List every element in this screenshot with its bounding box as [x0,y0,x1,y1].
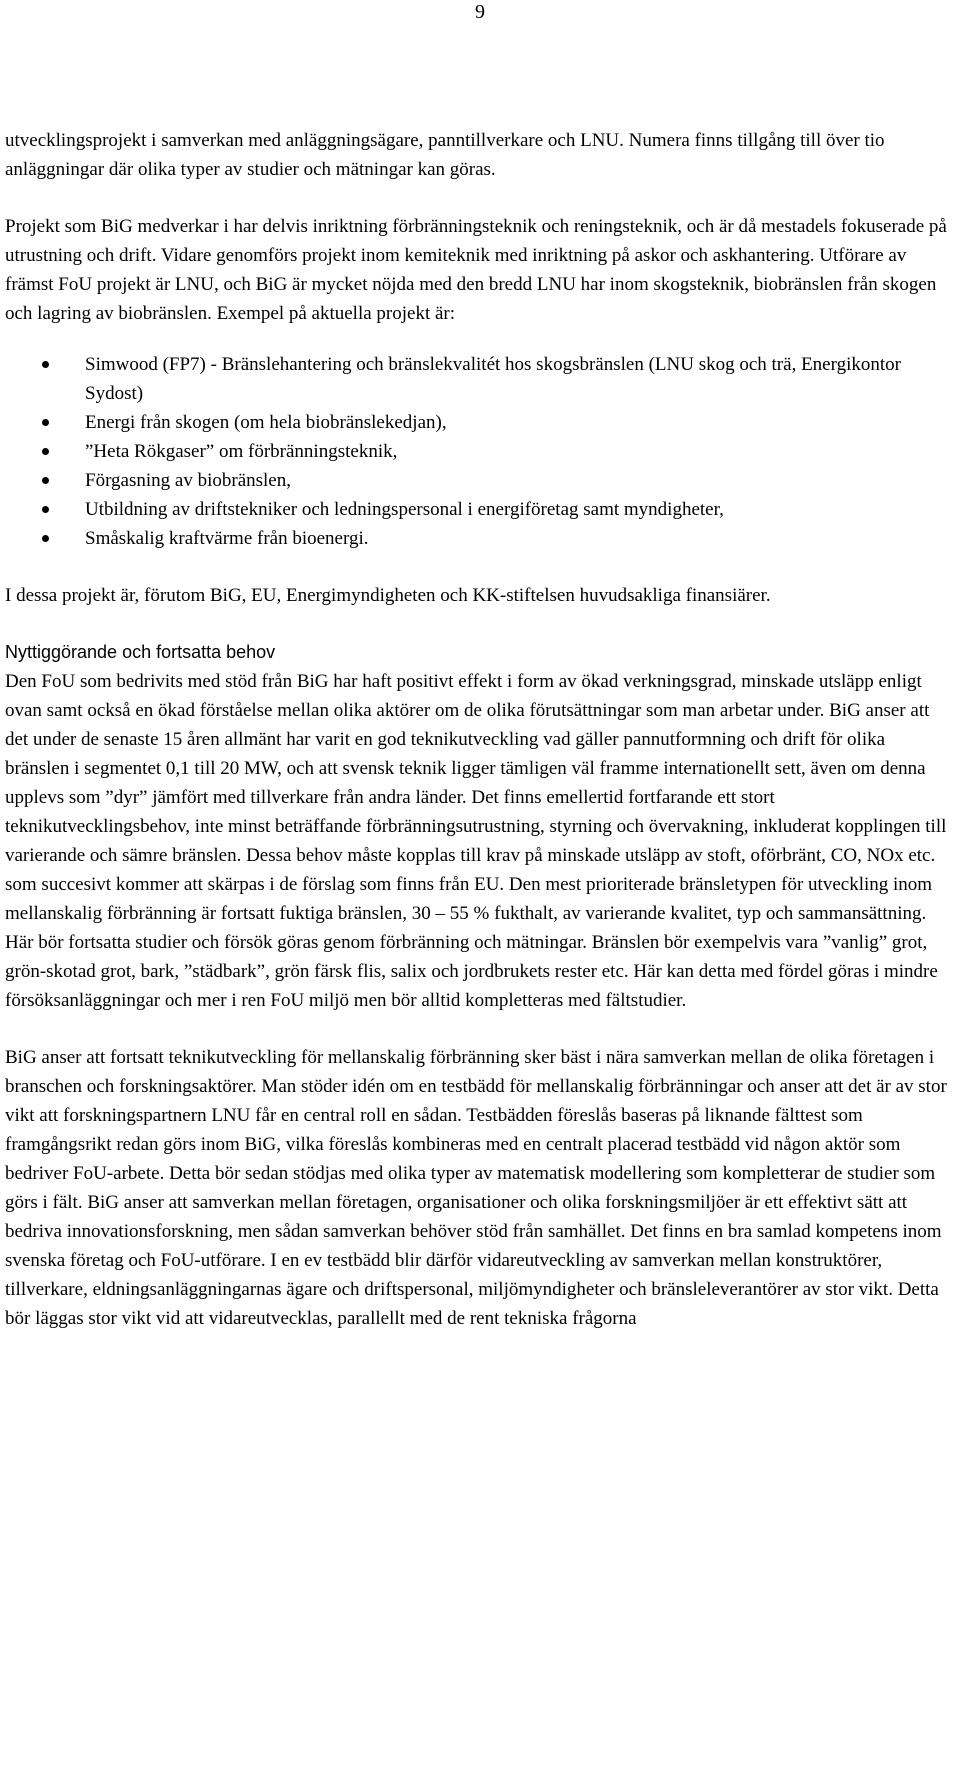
paragraph-intro: utvecklingsprojekt i samverkan med anläggningsägare, panntillverkare och LNU. Numera finns tillgång till över tio anläggningar där olika typer av studier och mätningar kan göras. [5,130,885,180]
list-item: Småskalig kraftvärme från bioenergi. [5,524,950,553]
list-item: Energi från skogen (om hela biobränslekedjan), [5,408,950,437]
project-list [5,350,950,553]
document-body [5,126,950,1361]
list-item: ”Heta Rökgaser” om förbränningsteknik, [5,437,950,466]
section-heading: Nyttiggörande och fortsatta behov [5,642,276,662]
paragraph-financing: I dessa projekt är, förutom BiG, EU, Energimyndigheten och KK-stiftelsen huvudsakliga finansiärer. [5,585,771,606]
paragraph-benefits: Den FoU som bedrivits med stöd från BiG har haft positivt effekt i form av ökad verkningsgrad, minskade utsläpp enligt ovan samt också en ökad förståelse mellan olika aktörer om de olika förutsättningar som man arbetar under. BiG anser att det under de senaste 15 åren allmänt har varit en god teknikutveckling vad gäller pannutformning och drift för olika bränslen i segmentet 0,1 till 20 MW, och att svensk teknik ligger tämligen väl framme internationellt sett, även om denna upplevs som ”dyr” jämfört med tillverkare från andra länder. Det finns emellertid fortfarande ett stort teknikutvecklingsbehov, inte minst beträffande förbränningsutrustning, styrning och övervakning, inkluderat kopplingen till varierande och sämre bränslen. Dessa behov måste kopplas till krav på minskade utsläpp av stoft, oförbränt, CO, NOx etc. som succesivt kommer att skärpas i de förslag som finns från EU. Den mest prioriterade bränsletypen för utveckling inom mellanskalig förbränning är fortsatt fuktiga bränslen, 30 – 55 % fukthalt, av varierande kvalitet, typ och sammansättning. Här bör fortsatta studier och försök göras genom förbränning och mätningar. Bränslen bör exempelvis vara ”vanlig” grot, grön-skotad grot, bark, ”städbark”, grön färsk flis, salix och jordbrukets rester etc. Här kan detta med fördel göras i mindre försöksanläggningar och mer i ren FoU miljö men bör alltid kompletteras med fältstudier. [5,671,947,1011]
list-item: Förgasning av biobränslen, [5,466,950,495]
paragraph-testbed: BiG anser att fortsatt teknikutveckling för mellanskalig förbränning sker bäst i nära samverkan mellan de olika företagen i branschen och forskningsaktörer. Man stöder idén om en testbädd för mellanskalig förbränningar och anser att det är av stor vikt att forskningspartnern LNU får en central roll en sådan. Testbädden föreslås baseras på liknande fälttest som framgångsrikt redan görs inom BiG, vilka föreslås kombineras med en centralt placerad testbädd vid någon aktör som bedriver FoU-arbete. Detta bör sedan stödjas med olika typer av matematisk modellering som kompletterar de studier som görs i fält. BiG anser att samverkan mellan företagen, organisationer och olika forskningsmiljöer är ett effektivt sätt att bedriva innovationsforskning, men sådan samverkan behöver stöd från samhället. Det finns en bra samlad kompetens inom svenska företag och FoU-utförare. I en ev testbädd blir därför vidareutveckling av samverkan mellan konstruktörer, tillverkare, eldningsanläggningarnas ägare och driftspersonal, miljömyndigheter och bränsleleverantörer av stor vikt. Detta bör läggas stor vikt vid att vidareutvecklas, parallellt med de rent tekniska frågorna [5,1047,947,1329]
list-item: Utbildning av driftstekniker och ledningspersonal i energiföretag samt myndigheter, [5,495,950,524]
page-number: 9 [475,1,485,23]
paragraph-projects: Projekt som BiG medverkar i har delvis inriktning förbränningsteknik och reningsteknik, och är då mestadels fokuserade på utrustning och drift. Vidare genomförs projekt inom kemiteknik med inriktning på askor och askhantering. Utförare av främst FoU projekt är LNU, och BiG är mycket nöjda med den bredd LNU har inom skogsteknik, biobränslen från skogen och lagring av biobränslen. Exempel på aktuella projekt är: [5,216,947,324]
list-item: Simwood (FP7) - Bränslehantering och bränslekvalitét hos skogsbränslen (LNU skog och trä, Energikontor Sydost) [5,350,950,408]
